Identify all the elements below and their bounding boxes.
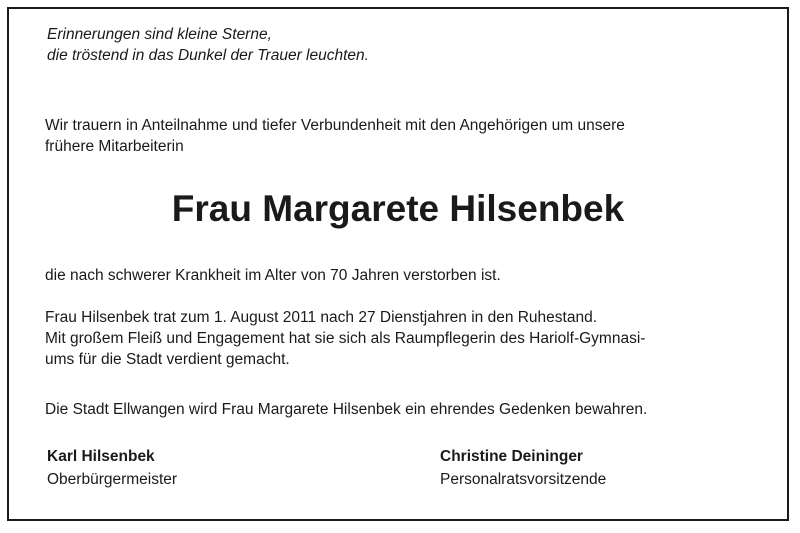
motto-line: die tröstend in das Dunkel der Trauer leuchten.: [47, 47, 369, 64]
signature-left: [47, 445, 177, 491]
career-paragraph: [45, 307, 645, 370]
intro-line: Wir trauern in Anteilnahme und tiefer Verbundenheit mit den Angehörigen um unsere: [45, 117, 625, 134]
signature-name: Karl Hilsenbek: [47, 448, 155, 465]
career-line: ums für die Stadt verdient gemacht.: [45, 351, 290, 368]
motto-quote: [47, 24, 369, 66]
intro-line: frühere Mitarbeiterin: [45, 138, 184, 155]
obituary-frame: [7, 7, 789, 521]
signature-role: Personalratsvorsitzende: [440, 471, 607, 488]
memory-text: Die Stadt Ellwangen wird Frau Margarete Hilsenbek ein ehrendes Gedenken bewahren.: [45, 401, 648, 418]
career-line: Frau Hilsenbek trat zum 1. August 2011 nach 27 Dienstjahren in den Ruhestand.: [45, 309, 598, 326]
intro-paragraph: [45, 115, 625, 157]
passed-text: die nach schwerer Krankheit im Alter von 70 Jahren verstorben ist.: [45, 267, 501, 284]
career-line: Mit großem Fleiß und Engagement hat sie sich als Raumpflegerin des Hariolf-Gymnasi-: [45, 330, 646, 347]
deceased-name: Frau Margarete Hilsenbek: [171, 188, 625, 229]
motto-line: Erinnerungen sind kleine Sterne,: [47, 26, 272, 43]
signature-name: Christine Deininger: [440, 448, 583, 465]
signature-right: [440, 445, 606, 491]
signature-role: Oberbürgermeister: [47, 471, 178, 488]
